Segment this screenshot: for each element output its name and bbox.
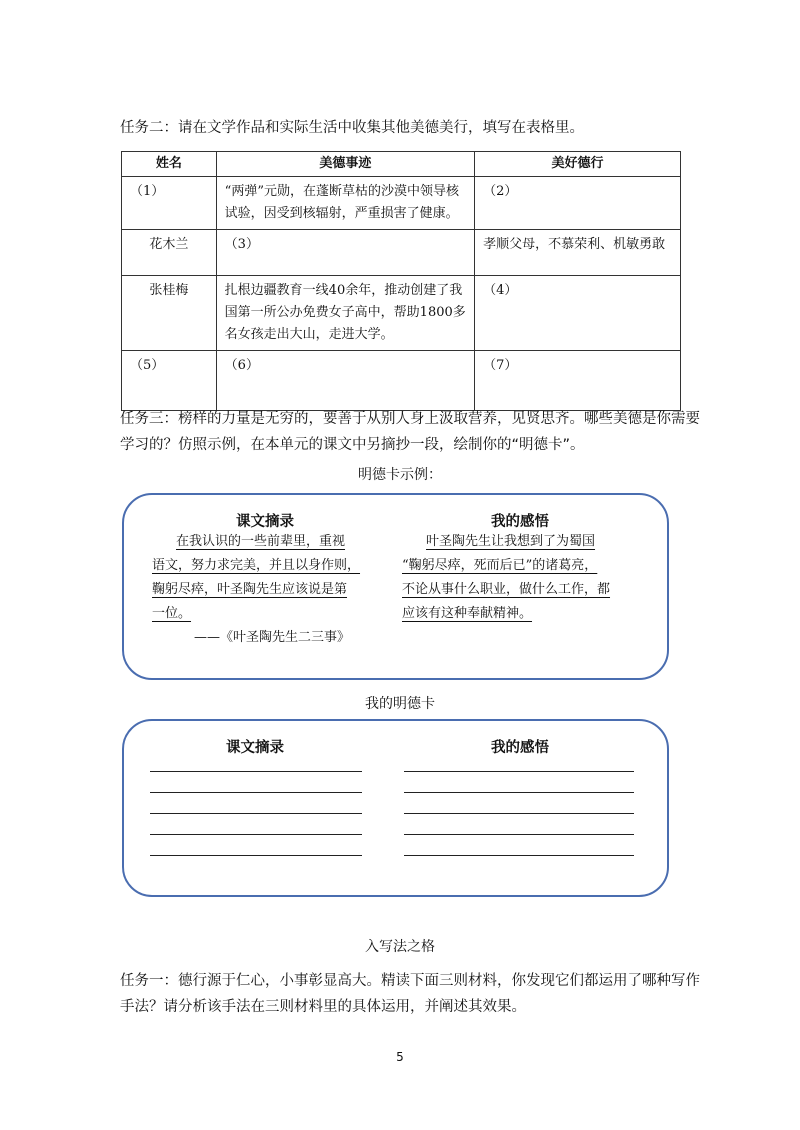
cell-name: （1） [122, 177, 217, 230]
excerpt-writing-line[interactable] [150, 855, 362, 856]
cell-name: 花木兰 [122, 230, 217, 276]
my-card-title: 我的明德卡 [365, 696, 435, 712]
excerpt-line: 一位。 [152, 606, 192, 621]
cell-deed: （6） [216, 351, 474, 411]
cell-virtue: （7） [475, 351, 681, 411]
header-virtue: 美好德行 [475, 152, 681, 177]
task-three-instruction: 任务三：榜样的力量是无穷的，要善于从别人身上汲取营养，见贤思齐。哪些美德是你需要学习的？仿照示例，在本单元的课文中另摘抄一段，绘制你的“明德卡”。 [120, 411, 700, 453]
virtue-table [121, 151, 681, 411]
cell-virtue: （2） [475, 177, 681, 230]
cell-virtue: 孝顺父母，不慕荣利、机敏勇敢 [475, 230, 681, 276]
cell-name: 张桂梅 [122, 276, 217, 351]
insight-writing-line[interactable] [404, 792, 634, 793]
example-card-title: 明德卡示例： [358, 467, 442, 483]
task-two-instruction: 任务二：请在文学作品和实际生活中收集其他美德美行，填写在表格里。 [120, 120, 584, 136]
table-row [122, 230, 681, 276]
cell-deed: （3） [216, 230, 474, 276]
excerpt-source: ——《叶圣陶先生二三事》 [194, 630, 351, 645]
table-row [122, 351, 681, 411]
insight-line: “鞠躬尽瘁，死而后已”的诸葛亮， [402, 558, 598, 573]
header-deed: 美德事迹 [216, 152, 474, 177]
cell-name: （5） [122, 351, 217, 411]
excerpt-writing-line[interactable] [150, 771, 362, 772]
excerpt-writing-line[interactable] [150, 813, 362, 814]
excerpt-writing-line[interactable] [150, 834, 362, 835]
header-name: 姓名 [122, 152, 217, 177]
insight-line: 不论从事什么职业，做什么工作，都 [402, 582, 611, 597]
table-header-row [122, 152, 681, 177]
example-insight [402, 530, 642, 626]
excerpt-writing-line[interactable] [150, 792, 362, 793]
example-insight-heading: 我的感悟 [491, 514, 549, 530]
table-row [122, 177, 681, 230]
cell-virtue: （4） [475, 276, 681, 351]
insight-writing-line[interactable] [404, 771, 634, 772]
cell-deed: 扎根边疆教育一线40余年，推动创建了我国第一所公办免费女子高中，帮助1800多名女孩走出大山，走进大学。 [216, 276, 474, 351]
section-title: 入写法之格 [365, 939, 435, 955]
my-insight-heading: 我的感悟 [491, 740, 549, 756]
excerpt-line: 鞠躬尽瘁，叶圣陶先生应该说是第 [152, 582, 348, 597]
page-number: 5 [396, 1050, 404, 1064]
insight-writing-line[interactable] [404, 855, 634, 856]
my-excerpt-heading: 课文摘录 [226, 740, 284, 756]
example-excerpt [152, 530, 372, 650]
table-row [122, 276, 681, 351]
insight-writing-line[interactable] [404, 813, 634, 814]
excerpt-line: 语文，努力求完美，并且以身作则， [152, 558, 361, 573]
cell-deed: “两弹”元勋，在蓬断草枯的沙漠中领导核试验，因受到核辐射，严重损害了健康。 [216, 177, 474, 230]
insight-line: 应该有这种奉献精神。 [402, 606, 533, 621]
insight-writing-line[interactable] [404, 834, 634, 835]
excerpt-line: 在我认识的一些前辈里，重视 [176, 534, 346, 549]
task-one-instruction: 任务一：德行源于仁心，小事彰显高大。精读下面三则材料，你发现它们都运用了哪种写作手法？请分析该手法在三则材料里的具体运用，并阐述其效果。 [120, 973, 700, 1015]
insight-line: 叶圣陶先生让我想到了为蜀国 [426, 534, 596, 549]
example-excerpt-heading: 课文摘录 [236, 514, 294, 530]
